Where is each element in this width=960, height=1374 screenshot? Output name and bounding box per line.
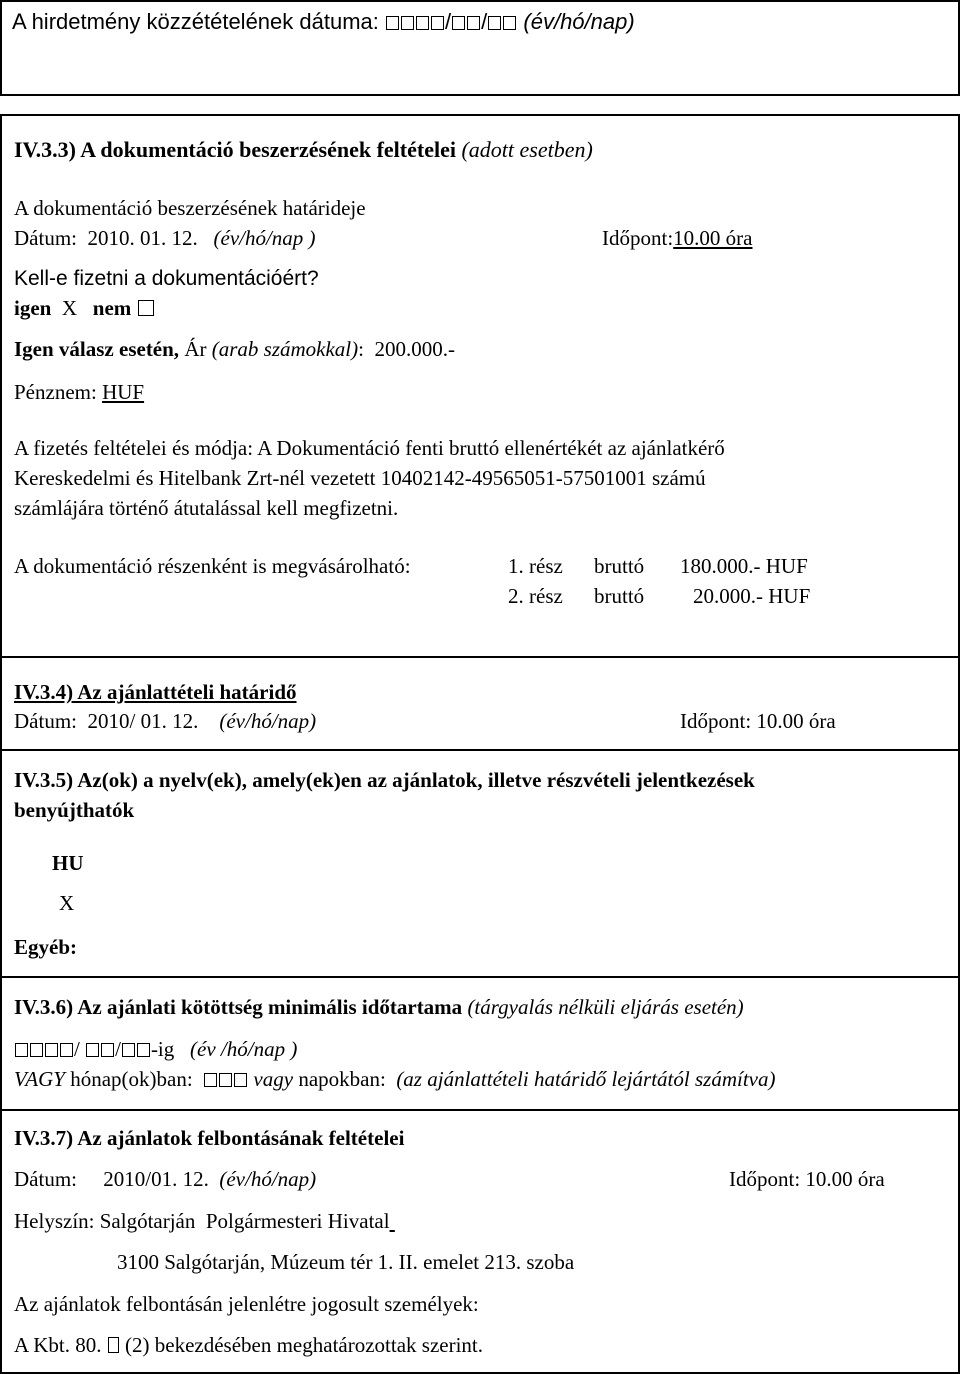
- part-1-kind: bruttó: [594, 554, 645, 578]
- part-1-value: 180.000.- HUF: [680, 554, 808, 578]
- until-box-day[interactable]: [121, 1037, 151, 1061]
- opening-place-line: Helyszín: Salgótarján Polgármesteri Hivatal: [14, 1209, 390, 1233]
- payment-terms-line-1: A fizetés feltételei és módja: A Dokumentáció fenti bruttó ellenértékét az ajánlatkérő: [14, 436, 725, 460]
- currency-line: Pénznem: HUF: [14, 380, 145, 404]
- part-2-no: 2. rész: [508, 584, 563, 608]
- kbt-reference-line: A Kbt. 80. (2) bekezdésében meghatározottak szerint.: [14, 1333, 484, 1357]
- date-box-year[interactable]: [385, 9, 445, 34]
- currency-value: HUF: [102, 380, 145, 404]
- price-value: 200.000.-: [374, 337, 455, 361]
- section-iv-3-7-heading: IV.3.7) Az ajánlatok felbontásának feltételei: [14, 1126, 405, 1150]
- bid-deadline-date-value: 2010/ 01. 12.: [87, 709, 199, 733]
- doc-date-line: Dátum: 2010. 01. 12. (év/hó/nap ): [14, 226, 316, 250]
- doc-date-value: 2010. 01. 12.: [87, 226, 198, 250]
- months-boxes[interactable]: [203, 1067, 248, 1091]
- date-box-day[interactable]: [487, 9, 517, 34]
- section-iv-3-6-heading: IV.3.6) Az ajánlati kötöttség minimális időtartama (tárgyalás nélküli eljárás esetén): [14, 995, 744, 1019]
- date-box-month[interactable]: [451, 9, 481, 34]
- language-code: HU: [52, 851, 84, 875]
- attendees-label: Az ajánlatok felbontásán jelenlétre jogosult személyek:: [14, 1292, 479, 1316]
- section-iv-3-3-heading: IV.3.3) A dokumentáció beszerzésének feltételei (adott esetben): [14, 137, 593, 162]
- opening-date-value: 2010/01. 12.: [103, 1167, 209, 1191]
- opening-time: Időpont: 10.00 óra: [729, 1167, 885, 1191]
- part-1-no: 1. rész: [508, 554, 563, 578]
- yes-checkbox-mark[interactable]: X: [61, 296, 78, 320]
- until-box-month[interactable]: [85, 1037, 115, 1061]
- deadline-label: A dokumentáció beszerzésének határideje: [14, 196, 366, 220]
- divider: [0, 656, 960, 658]
- section-iv-3-5-heading-line-2: benyújthatók: [14, 798, 135, 822]
- opening-place-value: Salgótarján Polgármesteri Hivatal: [99, 1209, 390, 1233]
- opening-date-line: Dátum: 2010/01. 12. (év/hó/nap): [14, 1167, 317, 1191]
- publication-date-line: A hirdetmény közzétételének dátuma: / / (év/hó/nap): [12, 9, 635, 34]
- pay-options: igen X nem: [14, 298, 155, 319]
- until-box-year[interactable]: [14, 1037, 74, 1061]
- divider: [0, 976, 960, 978]
- section-sign-placeholder: [108, 1337, 119, 1353]
- part-2-kind: bruttó: [594, 584, 645, 608]
- section-iv-3-5-heading-line-1: IV.3.5) Az(ok) a nyelv(ek), amely(ek)en az ajánlatok, illetve részvételi jelentkezések: [14, 768, 755, 792]
- section-iv-3-4-heading: IV.3.4) Az ajánlattételi határidő: [14, 680, 297, 704]
- payment-terms-line-2: Kereskedelmi és Hitelbank Zrt-nél vezetett 10402142-49565051-57501001 számú: [14, 466, 706, 490]
- opening-address: 3100 Salgótarján, Múzeum tér 1. II. emelet 213. szoba: [117, 1250, 575, 1274]
- bid-deadline-date-line: Dátum: 2010/ 01. 12. (év/hó/nap): [14, 709, 317, 733]
- doc-time: Időpont:10.00 óra: [602, 226, 753, 250]
- part-2-value: 20.000.- HUF: [693, 584, 811, 608]
- divider: [0, 1109, 960, 1111]
- pay-question: Kell-e fizetni a dokumentációért?: [14, 267, 319, 290]
- parts-label: A dokumentáció részenként is megvásárolható:: [14, 554, 411, 578]
- binding-months-days-line: VAGY hónap(ok)ban: vagy napokban: (az ajánlattételi határidő lejártától számítva): [14, 1067, 776, 1091]
- binding-until-line: / / -ig (év /hó/nap ): [14, 1039, 297, 1060]
- price-line: Igen válasz esetén, Ár (arab számokkal): 200.000.-: [14, 337, 455, 361]
- publication-date-label: A hirdetmény közzétételének dátuma:: [12, 9, 379, 34]
- divider: [0, 749, 960, 751]
- bid-deadline-time: Időpont: 10.00 óra: [680, 709, 836, 733]
- language-other-label: Egyéb:: [14, 935, 77, 959]
- no-checkbox[interactable]: [138, 300, 154, 316]
- language-hu-mark[interactable]: X: [59, 891, 75, 915]
- publication-date-format: (év/hó/nap): [523, 9, 635, 34]
- payment-terms-line-3: számlájára történő átutalással kell megfizetni.: [14, 496, 399, 520]
